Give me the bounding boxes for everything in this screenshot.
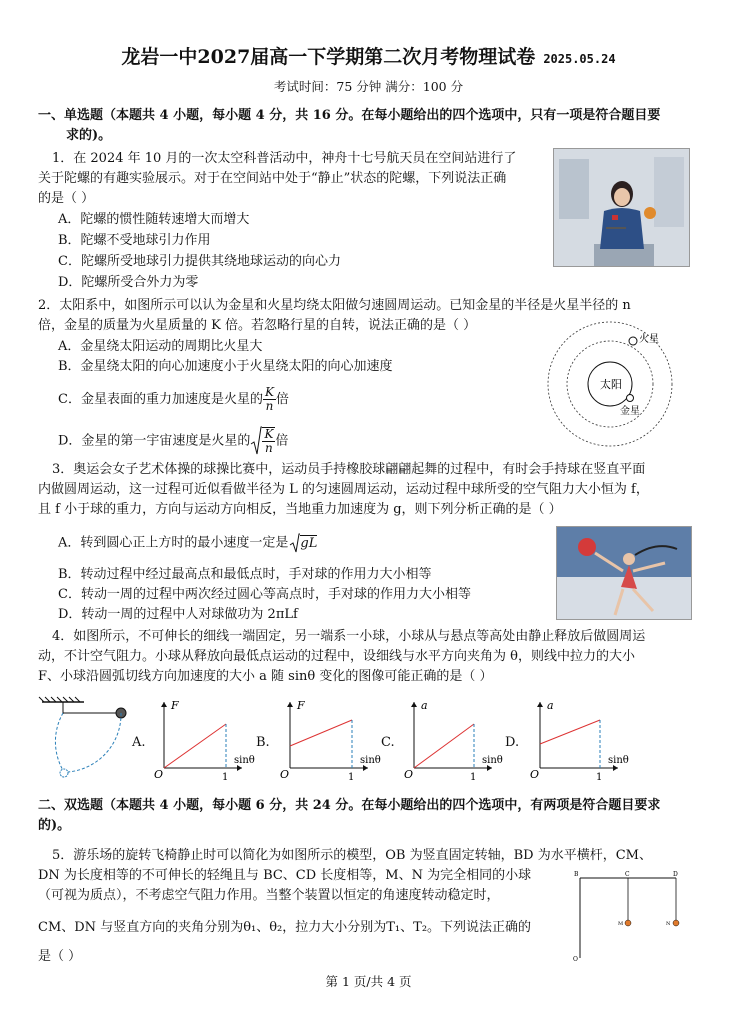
q2-option-c-text: C．金星表面的重力加速度是火星的 bbox=[58, 392, 263, 407]
graph-d-xtick: 1 bbox=[596, 772, 603, 783]
pendulum-diagram bbox=[38, 696, 133, 785]
q4-stem-line3: F、小球沿圆弧切线方向加速度的大小 a 随 sinθ 变化的图像可能正确的是（ ） bbox=[38, 669, 493, 684]
swing-ride-diagram bbox=[570, 868, 690, 972]
graph-a-label: A. bbox=[132, 735, 146, 750]
solar-system-diagram bbox=[540, 326, 690, 450]
graph-d-origin: O bbox=[530, 768, 540, 781]
graph-d-label: D. bbox=[505, 735, 520, 750]
graph-a-xlabel: sinθ bbox=[234, 755, 255, 766]
q2-option-a: A．金星绕太阳运动的周期比火星大 bbox=[58, 339, 263, 354]
graph-c-label: C. bbox=[381, 735, 395, 750]
graph-c[interactable] bbox=[400, 698, 503, 787]
q2-option-b: B．金星绕太阳的向心加速度小于火星绕太阳的向心加速度 bbox=[58, 359, 393, 374]
q5-stem-line3: （可视为质点），不考虑空气阻力作用。当整个装置以恒定的角速度转动稳定时， bbox=[38, 888, 500, 903]
label-o: O bbox=[573, 956, 578, 963]
q1-stem-line1: 1．在 2024 年 10 月的一次太空科普活动中，神舟十七号航天员在空间站进行了 bbox=[52, 151, 517, 166]
page-title bbox=[0, 42, 737, 69]
q1-stem-line3: 的是（ ） bbox=[38, 191, 95, 206]
astronaut-photo bbox=[553, 148, 690, 267]
graph-d-ylabel: a bbox=[547, 699, 554, 712]
graph-a-ylabel: F bbox=[171, 699, 179, 712]
q5-stem-line5: 是（ ） bbox=[38, 949, 82, 964]
q2-option-d bbox=[58, 426, 288, 456]
graph-a[interactable] bbox=[150, 698, 255, 787]
label-m: M bbox=[618, 921, 624, 927]
graph-c-origin: O bbox=[404, 768, 414, 781]
graph-b-ylabel: F bbox=[297, 699, 305, 712]
q3-stem-line2: 内做圆周运动，这一过程可近似看做半径为 L 的匀速圆周运动，运动过程中球所受的空气阻力大小恒为 f， bbox=[38, 482, 649, 497]
q3-option-c: C．转动一周的过程中两次经过圆心等高点时，手对球的作用力大小相等 bbox=[58, 587, 471, 602]
q2-option-c-suffix: 倍 bbox=[275, 392, 289, 407]
graph-d-xlabel: sinθ bbox=[608, 755, 629, 766]
mars-label: 火星 bbox=[639, 334, 659, 345]
graph-c-xlabel: sinθ bbox=[482, 755, 503, 766]
graph-b-origin: O bbox=[280, 768, 290, 781]
q1-option-a: A．陀螺的惯性随转速增大而增大 bbox=[58, 212, 250, 227]
title-text: 龙岩一中2027届高一下学期第二次月考物理试卷 bbox=[121, 46, 536, 68]
sun-label: 太阳 bbox=[600, 378, 622, 391]
label-n: N bbox=[666, 921, 671, 927]
q5-stem-line4: CM、DN 与竖直方向的夹角分别为θ₁、θ₂，拉力大小分别为T₁、T₂。下列说法正确的 bbox=[38, 920, 532, 935]
pendulum-arc bbox=[55, 713, 64, 772]
sqrt-frac-num: K bbox=[264, 427, 274, 441]
q3-option-a bbox=[58, 533, 317, 554]
q3-stem-line1: 3．奥运会女子艺术体操的球操比赛中，运动员手持橡胶球翩翩起舞的过程中，有时会手持球在竖直平面 bbox=[52, 462, 646, 477]
q1-option-c: C．陀螺所受地球引力提供其绕地球运动的向心力 bbox=[58, 254, 341, 269]
fraction-k-over-n bbox=[263, 386, 276, 413]
graph-b-xtick: 1 bbox=[348, 772, 355, 783]
sqrt-fraction bbox=[262, 427, 275, 455]
q3-option-b: B．转动过程中经过最高点和最低点时，手对球的作用力大小相等 bbox=[58, 567, 432, 582]
q4-stem-line2: 动，不计空气阻力。小球从释放向最低点运动的过程中，设细线与水平方向夹角为 θ，则线中拉力的大小 bbox=[38, 649, 635, 664]
gymnast-photo bbox=[556, 526, 692, 620]
section1-heading: 一、单选题（本题共 4 小题，每小题 4 分，共 16 分。在每小题给出的四个选项中，只有一项是符合题目要 bbox=[38, 108, 661, 123]
graph-c-ylabel: a bbox=[421, 699, 428, 712]
graph-b-xlabel: sinθ bbox=[360, 755, 381, 766]
sqrt-frac-den: n bbox=[265, 441, 273, 455]
graph-a-xtick: 1 bbox=[222, 772, 229, 783]
page-footer: 第 1 页/共 4 页 bbox=[325, 974, 412, 989]
q5-stem-line1: 5．游乐场的旋转飞椅静止时可以简化为如图所示的模型，OB 为竖直固定转轴，BD 为水平横杆，CM、 bbox=[52, 848, 652, 863]
sqrt-gl-radicand: gL bbox=[300, 535, 318, 551]
q3-option-a-text: A．转到圆心正上方时的最小速度一定是 bbox=[58, 535, 289, 551]
mars-planet bbox=[629, 337, 637, 345]
graph-d[interactable] bbox=[526, 698, 629, 787]
q2-option-d-suffix: 倍 bbox=[275, 433, 289, 449]
q2-option-c bbox=[58, 386, 289, 413]
venus-label: 金星 bbox=[620, 406, 640, 417]
frac-den: n bbox=[265, 399, 274, 413]
exam-date: 2025.05.24 bbox=[543, 52, 616, 66]
q2-stem-line2: 倍，金星的质量为火星质量的 K 倍。若忽略行星的自转，说法正确的是（ ） bbox=[38, 318, 477, 333]
section2-heading-cont: 的)。 bbox=[38, 818, 71, 833]
q5-stem-line2: DN 为长度相等的不可伸长的轻绳且与 BC、CD 长度相等，M、N 为完全相同的小球 bbox=[38, 868, 532, 883]
graph-a-origin: O bbox=[154, 768, 164, 781]
section2-heading: 二、双选题（本题共 4 小题，每小题 6 分，共 24 分。在每小题给出的四个选项中，有两项是符合题目要求 bbox=[38, 798, 661, 813]
sqrt-gl bbox=[290, 533, 317, 554]
q4-stem-line1: 4．如图所示，不可伸长的细线一端固定，另一端系一小球，小球从与悬点等高处由静止释放后做圆周运 bbox=[52, 629, 646, 644]
label-b: B bbox=[574, 871, 579, 878]
exam-info: 考试时间：75 分钟 满分：100 分 bbox=[273, 79, 464, 94]
q3-stem-line3: 且 f 小于球的重力，方向与运动方向相反，当地重力加速度为 g，则下列分析正确的是（ ） bbox=[38, 502, 562, 517]
q2-stem-line1: 2．太阳系中，如图所示可以认为金星和火星均绕太阳做匀速圆周运动。已知金星的半径是火星半径的 n bbox=[38, 298, 631, 313]
q3-option-d: D．转动一周的过程中人对球做功为 2πLf bbox=[58, 607, 298, 622]
frac-num: K bbox=[264, 385, 274, 399]
sqrt-icon bbox=[250, 426, 262, 456]
section1-heading-cont: 求的)。 bbox=[66, 128, 112, 143]
label-d: D bbox=[673, 871, 678, 878]
graph-c-xtick: 1 bbox=[470, 772, 477, 783]
sqrt-gl-icon bbox=[290, 533, 300, 553]
graph-b[interactable] bbox=[276, 698, 381, 787]
label-c: C bbox=[625, 871, 630, 878]
venus-planet bbox=[627, 395, 634, 402]
q1-stem-line2: 关于陀螺的有趣实验展示。对于在空间站中处于“静止”状态的陀螺，下列说法正确 bbox=[38, 171, 507, 186]
q1-option-d: D．陀螺所受合外力为零 bbox=[58, 275, 199, 290]
q2-option-d-text: D．金星的第一宇宙速度是火星的 bbox=[58, 433, 251, 449]
q1-option-b: B．陀螺不受地球引力作用 bbox=[58, 233, 211, 248]
graph-b-label: B. bbox=[256, 735, 270, 750]
